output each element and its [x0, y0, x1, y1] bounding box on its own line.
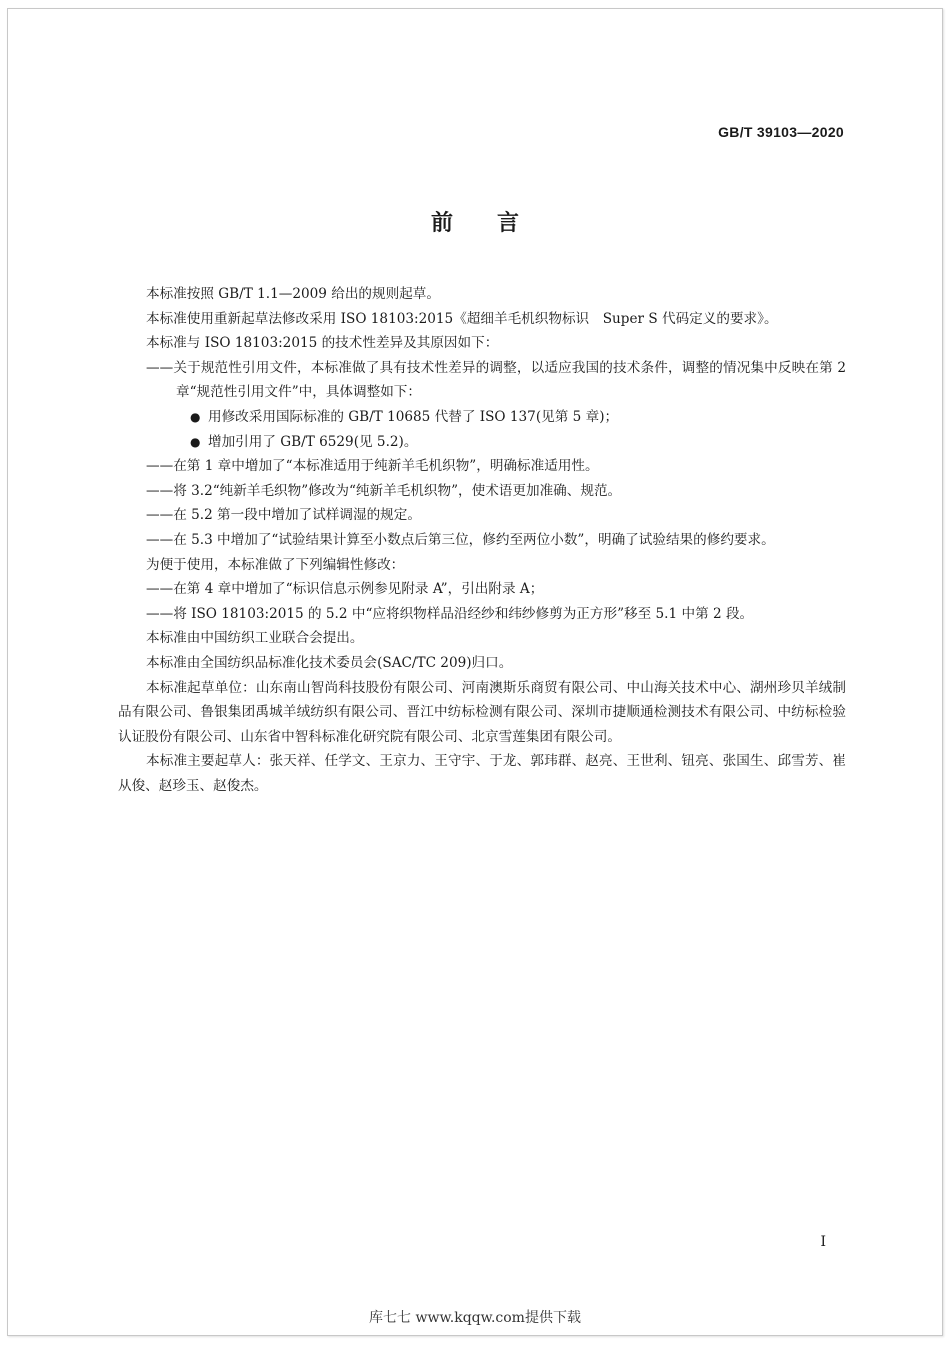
bullet-text: 用修改采用国际标准的 GB/T 10685 代替了 ISO 137(见第 5 章)； [208, 408, 619, 425]
bullet-dot-icon: ● [190, 409, 201, 424]
dash-item: ——将 3.2“纯新羊毛织物”修改为“纯新羊毛机织物”，使术语更加准确、规范。 [146, 482, 622, 499]
bullet-dot-icon: ● [190, 434, 201, 449]
foreword-body [118, 282, 846, 798]
bullet-item [118, 430, 846, 455]
paragraph: 本标准由全国纺织品标准化技术委员会(SAC/TC 209)归口。 [146, 654, 513, 671]
paragraph: 本标准主要起草人：张天祥、任学文、王京力、王守宇、于龙、郭玮群、赵亮、王世利、钮亮、张国生、邱雪芳、崔从俊、赵珍玉、赵俊杰。 [118, 753, 846, 794]
dash-item: ——将 ISO 18103:2015 的 5.2 中“应将织物样品沿经纱和纬纱修剪为正方形”移至 5.1 中第 2 段。 [146, 605, 754, 622]
paragraph: 本标准按照 GB/T 1.1—2009 给出的规则起草。 [146, 286, 440, 302]
bullet-item [118, 405, 846, 430]
download-watermark: 库七七 www.kqqw.com提供下载 [369, 1310, 581, 1326]
paragraph: 本标准使用重新起草法修改采用 ISO 18103:2015《超细羊毛机织物标识 Super S 代码定义的要求》。 [146, 310, 778, 327]
paragraph: 本标准起草单位：山东南山智尚科技股份有限公司、河南澳斯乐商贸有限公司、中山海关技术中心、湖州珍贝羊绒制品有限公司、鲁银集团禹城羊绒纺织有限公司、晋江中纺标检测有限公司、深圳市捷顺通检测技术有限公司、中纺标检验认证股份有限公司、山东省中智科标准化研究院有限公司、北京雪莲集团有限公司。 [118, 679, 846, 745]
dash-item: ——在 5.2 第一段中增加了试样调湿的规定。 [146, 507, 421, 524]
dash-item: ——在 5.3 中增加了“试验结果计算至小数点后第三位，修约至两位小数”，明确了试验结果的修约要求。 [146, 531, 775, 548]
bullet-text: 增加引用了 GB/T 6529(见 5.2)。 [208, 433, 418, 450]
page-title: 前言 [430, 211, 563, 236]
page-number: I [820, 1234, 826, 1250]
paragraph: 为便于使用，本标准做了下列编辑性修改： [146, 556, 405, 573]
dash-item: ——在第 1 章中增加了“本标准适用于纯新羊毛机织物”，明确标准适用性。 [146, 458, 599, 475]
standard-code: GB/T 39103—2020 [718, 124, 844, 140]
paragraph: 本标准与 ISO 18103:2015 的技术性差异及其原因如下： [146, 335, 499, 352]
paragraph: 本标准由中国纺织工业联合会提出。 [146, 630, 364, 647]
dash-item: ——关于规范性引用文件，本标准做了具有技术性差异的调整，以适应我国的技术条件，调整的情况集中反映在第 2 章“规范性引用文件”中，具体调整如下： [146, 359, 846, 401]
dash-item: ——在第 4 章中增加了“标识信息示例参见附录 A”，引出附录 A； [146, 581, 544, 598]
